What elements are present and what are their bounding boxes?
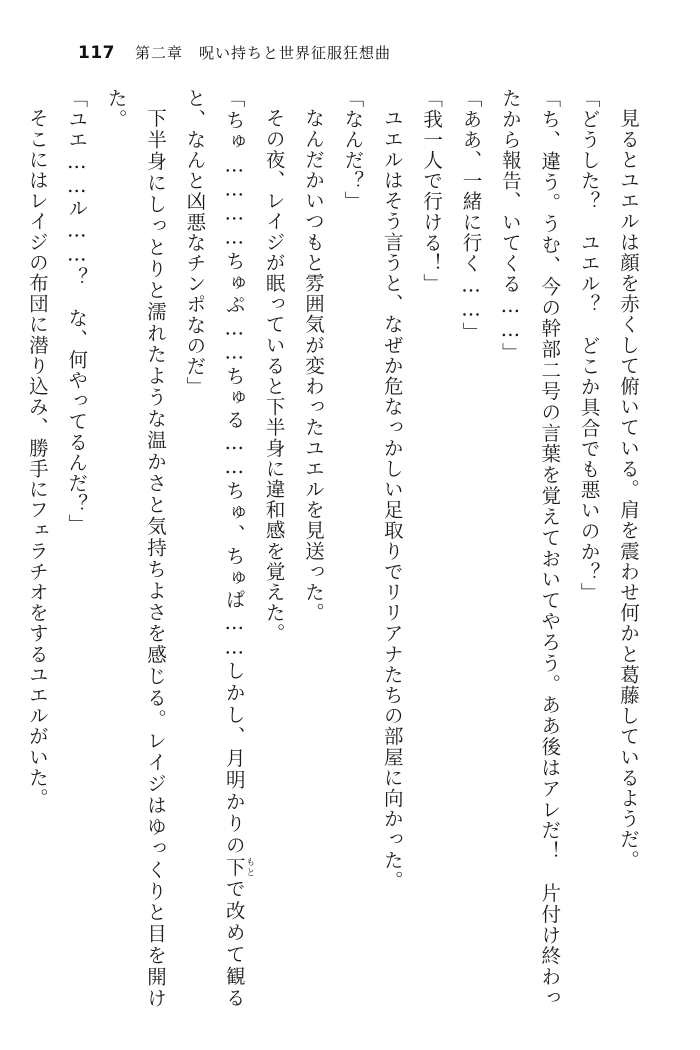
paragraph: なんだかいつもと雰囲気が変わったユエルを見送った。 [302, 107, 325, 623]
paragraph: そこにはレイジの布団に潜り込み、勝手にフェラチオをするユエルがいた。 [25, 107, 49, 808]
chapter-title: 第二章 呪い持ちと世界征服狂想曲 [135, 44, 392, 62]
paragraph: 「ユエ……ル……？ な、何やってるんだ？」 [65, 88, 89, 535]
paragraph: ユエルはそう言うと、なぜか危なっかしい足取りでリリアナたちの部屋に向かった。 [380, 107, 404, 891]
vertical-text-column [25, 88, 648, 1008]
paragraph: 「ち、違う。うむ、今の幹部二号の言葉を覚えておいてやろう。ああ後はアレだ！ 片付け終わったから報告、いてくる……」 [498, 88, 562, 1008]
paragraph: その夜、レイジが眠っていると下半身に違和感を覚えた。 [262, 107, 286, 644]
paragraph: 下半身にしっとりと濡れたような温かさと気持ちよさを感じる。レイジはゆっくりと目を開けた。 [104, 88, 167, 1008]
body-text-area [25, 88, 648, 1008]
paragraph: 「我一人で行ける！」 [420, 88, 444, 294]
paragraph: 「なんだ？」 [341, 88, 365, 212]
paragraph: 「ああ、一緒に行く……」 [459, 88, 483, 343]
paragraph: 見るとユエルは顔を赤くして俯いている。肩を震わせ何かと葛藤しているようだ。 [617, 107, 640, 870]
page-number: 117 [78, 43, 115, 63]
ruby-annotation: 下もと [222, 856, 255, 879]
paragraph: 「ちゅ…………ちゅぷ……ちゅる……ちゅ、ちゅぱ……しかし、月明かりの下もとで改めて観ると、なんと凶悪なチンポなのだ」 [183, 88, 255, 1008]
running-head [0, 42, 700, 68]
paragraph: 「どうした？ ユエル？ どこか具合でも悪いのか？」 [577, 88, 601, 603]
